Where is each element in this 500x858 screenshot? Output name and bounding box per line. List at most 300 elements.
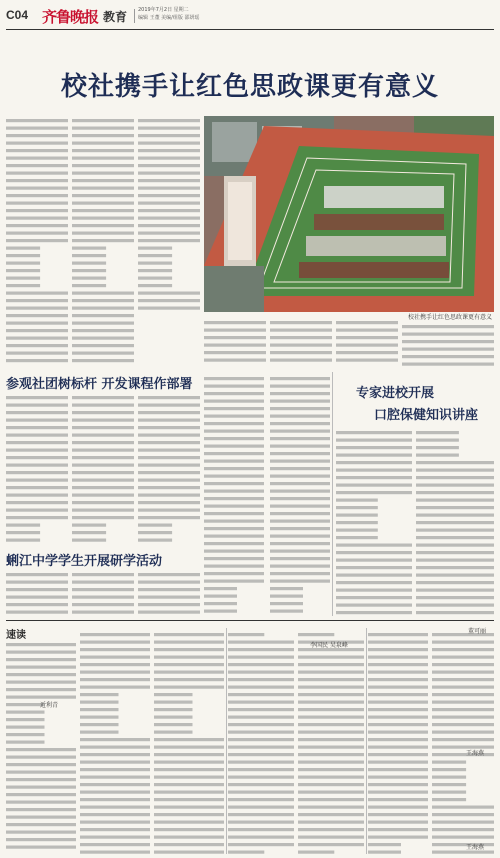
text-line [72,531,106,534]
text-line [80,701,119,704]
text-line [432,798,466,801]
text-line [72,471,134,474]
text-line [270,602,303,605]
text-line [138,509,200,512]
text-line [336,344,398,347]
text-line [138,172,200,175]
text-line [72,611,134,614]
text-line [368,813,428,816]
text-line [72,449,134,452]
text-line [72,217,134,220]
brief-column-3 [154,630,224,854]
text-line [368,783,428,786]
text-line [6,703,45,706]
main-article-column-6 [336,318,398,368]
text-line [270,344,332,347]
text-line [336,521,378,524]
text-line [432,678,494,681]
text-line [432,783,466,786]
text-line [6,352,68,355]
text-line [6,337,68,340]
column-rule [332,372,333,616]
text-line [432,701,494,704]
body-text-texture [6,570,68,616]
text-line [368,753,428,756]
text-line [80,671,150,674]
text-line [72,344,134,347]
text-line [298,701,364,704]
text-line [6,471,68,474]
text-line [72,149,134,152]
middle-story-column-1 [6,570,68,616]
text-line [138,277,172,280]
text-line [80,806,150,809]
text-line [228,851,264,854]
text-line [138,299,200,302]
text-line [154,813,224,816]
text-line [204,610,237,613]
text-line [138,307,200,310]
center-story-column-2 [270,374,330,616]
body-text-texture [270,318,332,368]
text-line [228,738,294,741]
text-line [228,843,294,846]
text-line [416,446,459,449]
text-line [72,239,134,242]
text-line [80,648,150,651]
text-line [72,411,134,414]
text-line [270,610,303,613]
text-line [6,209,68,212]
main-article-column-7 [402,322,494,368]
text-line [80,738,150,741]
text-line [72,588,134,591]
text-line [432,828,494,831]
text-line [298,731,364,734]
body-text-texture [6,116,68,368]
text-line [6,217,68,220]
text-line [204,467,264,470]
text-line [154,731,193,734]
text-line [432,821,494,824]
text-line [368,641,428,644]
text-line [6,269,40,272]
text-line [298,656,364,659]
text-line [204,452,264,455]
text-line [204,490,264,493]
body-text-texture [204,318,266,368]
text-line [270,475,330,478]
text-line [80,753,150,756]
text-line [228,776,294,779]
text-line [72,269,106,272]
playground-photo [204,116,494,312]
text-line [6,307,68,310]
text-line [80,663,150,666]
text-line [72,464,134,467]
text-line [368,686,428,689]
text-line [270,460,330,463]
text-line [154,716,193,719]
text-line [138,524,172,527]
text-line [72,292,134,295]
text-line [298,746,364,749]
text-line [138,127,200,130]
text-line [432,671,494,674]
text-line [72,573,134,576]
text-line [204,602,237,605]
text-line [336,589,412,592]
text-line [204,336,266,339]
text-line [138,449,200,452]
text-line [72,187,134,190]
text-line [6,516,68,519]
text-line [368,663,428,666]
body-text-texture [154,630,224,854]
text-line [416,559,494,562]
text-line [298,851,334,854]
text-line [154,723,193,726]
text-line [368,671,428,674]
text-line [336,359,398,362]
text-line [270,505,330,508]
text-line [270,520,330,523]
text-line [204,535,264,538]
text-line [6,164,68,167]
text-line [204,351,266,354]
text-line [336,596,412,599]
text-line [6,596,68,599]
text-line [270,359,332,362]
brief-byline: 王海燕 [466,750,485,757]
text-line [416,514,494,517]
text-line [138,149,200,152]
text-line [154,851,224,854]
text-line [80,851,150,854]
text-line [6,786,76,789]
text-line [368,851,401,854]
text-line [6,127,68,130]
text-line [416,439,459,442]
text-line [368,798,428,801]
text-line [72,262,106,265]
text-line [80,768,150,771]
text-line [270,392,330,395]
text-line [270,512,330,515]
masthead [6,5,494,27]
text-line [270,572,330,575]
text-line [72,329,134,332]
body-text-texture [6,393,68,545]
text-line [204,587,237,590]
text-line [6,658,76,661]
text-line [204,482,264,485]
text-line [336,499,378,502]
text-line [416,551,494,554]
brief-byline: 董可丽 [468,628,487,635]
text-line [6,142,68,145]
text-line [336,461,412,464]
text-line [80,746,150,749]
text-line [368,821,428,824]
text-line [402,333,494,336]
text-line [80,776,150,779]
text-line [270,407,330,410]
briefs-rule [6,620,494,621]
text-line [270,482,330,485]
text-line [72,209,134,212]
text-line [204,520,264,523]
brief-column-1 [6,640,76,854]
text-line [138,479,200,482]
paper-logo: 齐鲁晚报 [42,8,99,26]
text-line [6,224,68,227]
text-line [270,437,330,440]
main-article-column-3 [138,116,200,312]
text-line [432,761,466,764]
text-line [6,134,68,137]
text-line [336,484,412,487]
text-line [6,643,76,646]
text-line [6,501,68,504]
text-line [6,509,68,512]
text-line [432,776,466,779]
text-line [416,521,494,524]
text-line [336,476,412,479]
text-line [336,469,412,472]
text-line [432,708,494,711]
text-line [270,377,330,380]
text-line [298,783,364,786]
body-text-texture [204,374,264,616]
text-line [368,656,428,659]
text-line [298,806,364,809]
text-line [270,565,330,568]
text-line [6,411,68,414]
text-line [6,831,76,834]
text-line [228,678,294,681]
text-line [270,385,330,388]
text-line [154,828,224,831]
text-line [138,441,200,444]
text-line [298,723,364,726]
text-line [298,738,364,741]
text-line [72,434,134,437]
text-line [80,828,150,831]
text-line [432,656,494,659]
text-line [72,127,134,130]
text-line [416,506,494,509]
text-line [204,460,264,463]
text-line [228,798,294,801]
text-line [368,701,428,704]
text-line [138,209,200,212]
text-line [154,701,193,704]
text-line [6,232,68,235]
text-line [336,514,378,517]
text-line [228,686,294,689]
middle-story-column-2 [72,570,134,616]
text-line [80,836,150,839]
text-line [204,400,264,403]
text-line [80,656,150,659]
text-line [432,738,494,741]
text-line [154,648,224,651]
text-line [80,708,119,711]
text-line [80,731,119,734]
text-line [432,731,494,734]
text-line [204,329,266,332]
text-line [432,663,494,666]
text-line [270,351,332,354]
text-line [72,494,134,497]
text-line [336,431,412,434]
text-line [270,321,332,324]
text-line [298,708,364,711]
text-line [228,708,294,711]
text-line [336,329,398,332]
text-line [6,441,68,444]
text-line [138,531,172,534]
text-line [138,426,200,429]
text-line [416,536,494,539]
text-line [72,456,134,459]
text-line [154,836,224,839]
text-line [336,321,398,324]
text-line [416,581,494,584]
text-line [432,836,494,839]
text-line [368,708,428,711]
text-line [72,254,106,257]
text-line [138,247,172,250]
text-line [204,430,264,433]
text-line [138,588,200,591]
text-line [154,663,224,666]
body-text-texture [72,393,134,545]
body-text-texture [298,630,364,854]
text-line [154,783,224,786]
text-line [368,806,428,809]
text-line [154,746,224,749]
text-line [6,771,76,774]
text-line [336,559,412,562]
text-line [6,823,76,826]
text-line [72,179,134,182]
text-line [336,491,412,494]
body-text-texture [368,630,428,854]
brief-column-7 [432,630,494,854]
body-text-texture [6,640,76,854]
text-line [298,753,364,756]
text-line [6,524,40,527]
text-line [6,573,68,576]
text-line [298,678,364,681]
text-line [154,843,224,846]
text-line [432,686,494,689]
main-headline: 校社携手让红色思政课更有意义 [60,72,439,102]
text-line [204,437,264,440]
text-line [270,452,330,455]
text-line [138,471,200,474]
text-line [432,851,494,854]
text-line [6,172,68,175]
text-line [72,307,134,310]
text-line [204,445,264,448]
text-line [6,756,76,759]
text-line [72,337,134,340]
text-line [154,798,224,801]
text-line [72,516,134,519]
left-story-column-3 [138,393,200,545]
text-line [432,693,494,696]
text-line [6,711,45,714]
text-line [416,431,459,434]
text-line [270,527,330,530]
text-line [298,798,364,801]
text-line [228,716,294,719]
text-line [80,783,150,786]
text-line [72,164,134,167]
left-story-title: 参观社团树标杆 开发课程作部署 [6,377,193,392]
text-line [6,763,76,766]
text-line [416,589,494,592]
text-line [204,542,264,545]
center-story-column-1 [204,374,264,616]
text-line [228,663,294,666]
text-line [228,791,294,794]
text-line [72,603,134,606]
text-line [80,633,150,636]
text-line [72,441,134,444]
text-line [368,648,428,651]
text-line [154,738,224,741]
text-line [270,336,332,339]
body-text-texture [432,630,494,854]
text-line [6,314,68,317]
text-line [6,239,68,242]
text-line [416,476,494,479]
text-line [72,404,134,407]
text-line [228,761,294,764]
text-line [416,544,494,547]
text-line [72,486,134,489]
text-line [228,821,294,824]
text-line [228,731,294,734]
text-line [432,768,466,771]
text-line [336,581,412,584]
text-line [80,693,119,696]
text-line [270,329,332,332]
text-line [80,813,150,816]
text-line [72,194,134,197]
text-line [138,539,172,542]
text-line [368,768,428,771]
brief-column-6 [368,630,428,854]
text-line [154,791,224,794]
text-line [228,723,294,726]
text-line [416,491,494,494]
text-line [6,119,68,122]
column-rule [226,628,227,854]
text-line [336,574,412,577]
text-line [402,325,494,328]
right-story-title-line-2: 口腔保健知识讲座 [374,408,479,423]
text-line [154,686,224,689]
body-text-texture [416,428,494,616]
text-line [204,415,264,418]
text-line [6,359,68,362]
text-line [138,142,200,145]
